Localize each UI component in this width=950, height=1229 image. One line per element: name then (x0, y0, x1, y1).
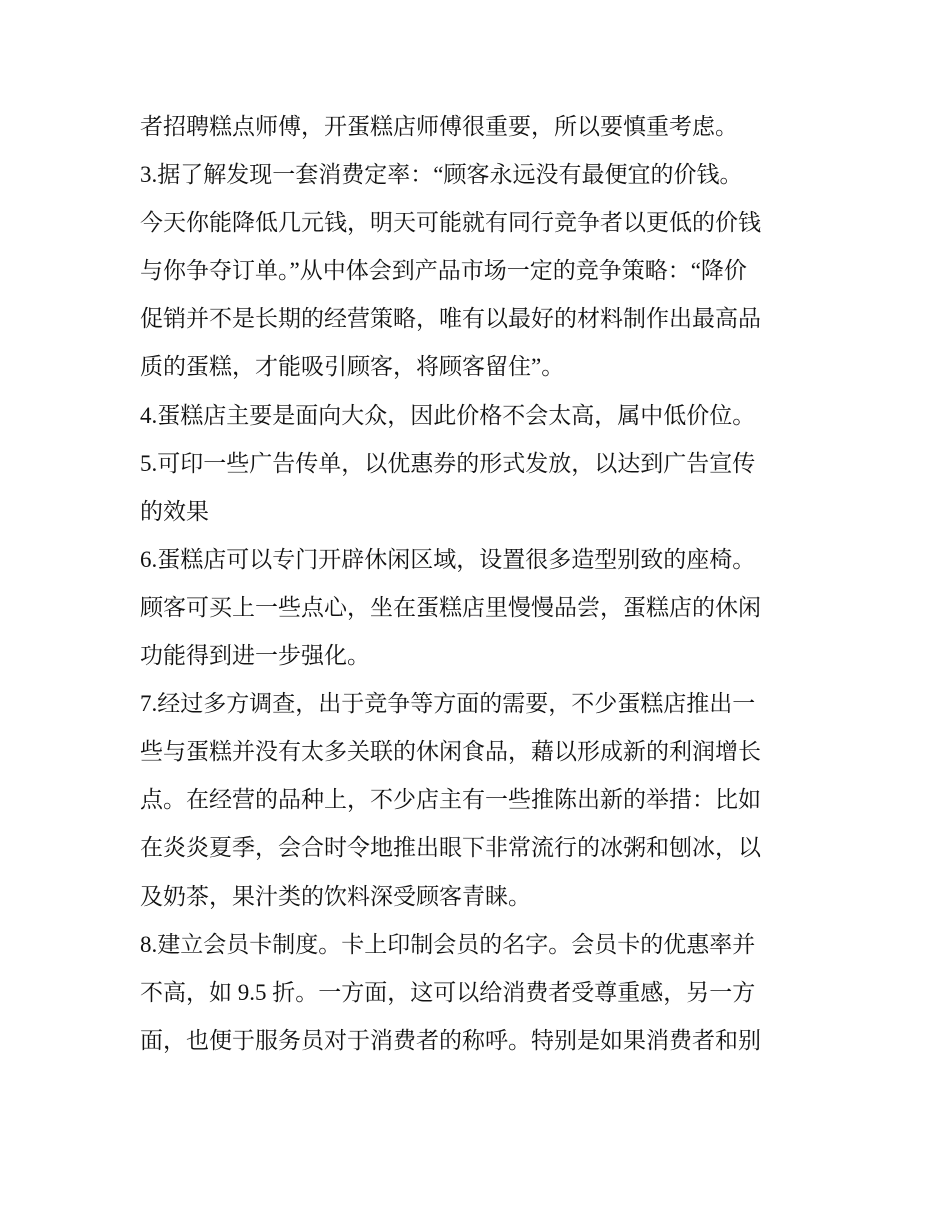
body-text (140, 108, 820, 1070)
text-line: 与你争夺订单。”从中体会到产品市场一定的竞争策略：“降价 (140, 258, 747, 284)
text-line: 点。在经营的品种上，不少店主有一些推陈出新的举措：比如 (140, 787, 761, 813)
text-line: 4.蛋糕店主要是面向大众，因此价格不会太高，属中低价位。 (140, 402, 756, 428)
text-line: 3.据了解发现一套消费定率：“顾客永远没有最便宜的价钱。 (140, 162, 743, 188)
text-line: 5.可印一些广告传单，以优惠券的形式发放，以达到广告宣传 (140, 450, 756, 476)
text-line: 顾客可买上一些点心，坐在蛋糕店里慢慢品尝，蛋糕店的休闲 (140, 594, 761, 620)
text-line: 的效果 (140, 498, 209, 524)
text-line: 面，也便于服务员对于消费者的称呼。特别是如果消费者和别 (140, 1027, 761, 1053)
text-line: 及奶茶，果汁类的饮料深受顾客青睐。 (140, 883, 531, 909)
text-line: 者招聘糕点师傅，开蛋糕店师傅很重要，所以要慎重考虑。 (140, 114, 738, 139)
text-line: 质的蛋糕，才能吸引顾客，将顾客留住”。 (140, 354, 565, 380)
text-line: 些与蛋糕并没有太多关联的休闲食品，藉以形成新的利润增长 (140, 739, 761, 765)
text-line: 在炎炎夏季，会合时令地推出眼下非常流行的冰粥和刨冰，以 (140, 835, 761, 861)
text-line: 不高，如 9.5 折。一方面，这可以给消费者受尊重感，另一方 (140, 979, 756, 1005)
text-line: 7.经过多方调查，出于竞争等方面的需要，不少蛋糕店推出一 (140, 691, 756, 717)
text-line: 功能得到进一步强化。 (140, 643, 370, 669)
text-line: 促销并不是长期的经营策略，唯有以最好的材料制作出最高品 (140, 306, 761, 332)
text-line: 6.蛋糕店可以专门开辟休闲区域，设置很多造型别致的座椅。 (140, 546, 756, 572)
text-line: 8.建立会员卡制度。卡上印制会员的名字。会员卡的优惠率并 (140, 931, 756, 957)
text-line: 今天你能降低几元钱，明天可能就有同行竞争者以更低的价钱 (140, 210, 761, 236)
